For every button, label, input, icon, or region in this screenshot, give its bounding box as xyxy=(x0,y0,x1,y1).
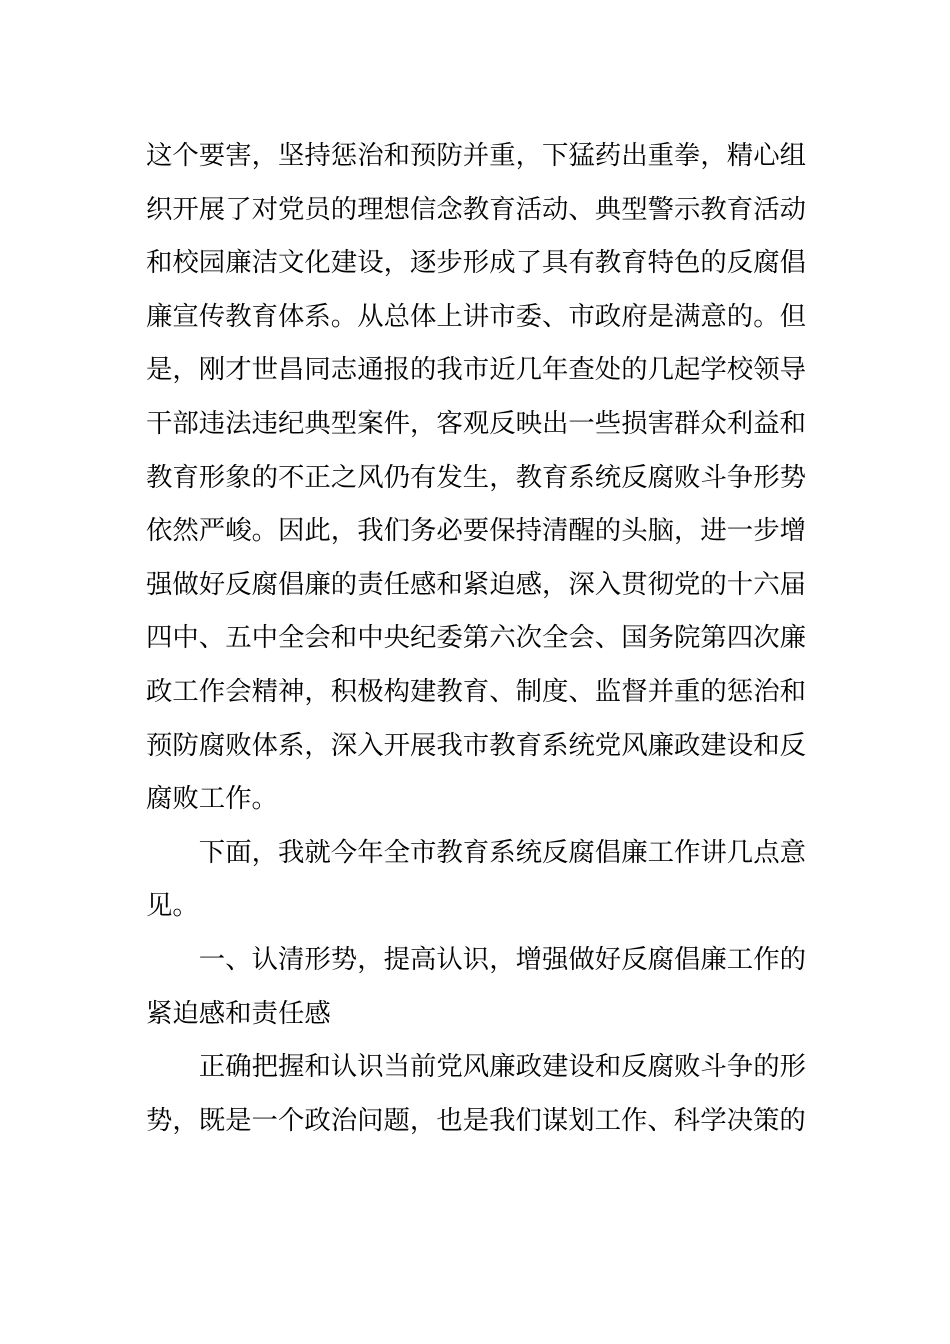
document-body xyxy=(146,129,806,1147)
paragraph-continued: 这个要害，坚持惩治和预防并重，下猛药出重拳，精心组织开展了对党员的理想信念教育活动、典型警示教育活动和校园廉洁文化建设，逐步形成了具有教育特色的反腐倡廉宣传教育体系。从总体上讲市委、市政府是满意的。但是，刚才世昌同志通报的我市近几年查处的几起学校领导干部违法违纪典型案件，客观反映出一些损害群众利益和教育形象的不正之风仍有发生，教育系统反腐败斗争形势依然严峻。因此，我们务必要保持清醒的头脑，进一步增强做好反腐倡廉的责任感和紧迫感，深入贯彻党的十六届四中、五中全会和中央纪委第六次全会、国务院第四次廉政工作会精神，积极构建教育、制度、监督并重的惩治和预防腐败体系，深入开展我市教育系统党风廉政建设和反腐败工作。 xyxy=(146,140,806,815)
paragraph-section-1: 正确把握和认识当前党风廉政建设和反腐败斗争的形势，既是一个政治问题，也是我们谋划工作、科学决策的 xyxy=(146,1051,806,1136)
paragraph-intro: 下面，我就今年全市教育系统反腐倡廉工作讲几点意见。 xyxy=(146,836,806,922)
section-heading-1: 一、认清形势，提高认识，增强做好反腐倡廉工作的紧迫感和责任感 xyxy=(146,943,806,1029)
